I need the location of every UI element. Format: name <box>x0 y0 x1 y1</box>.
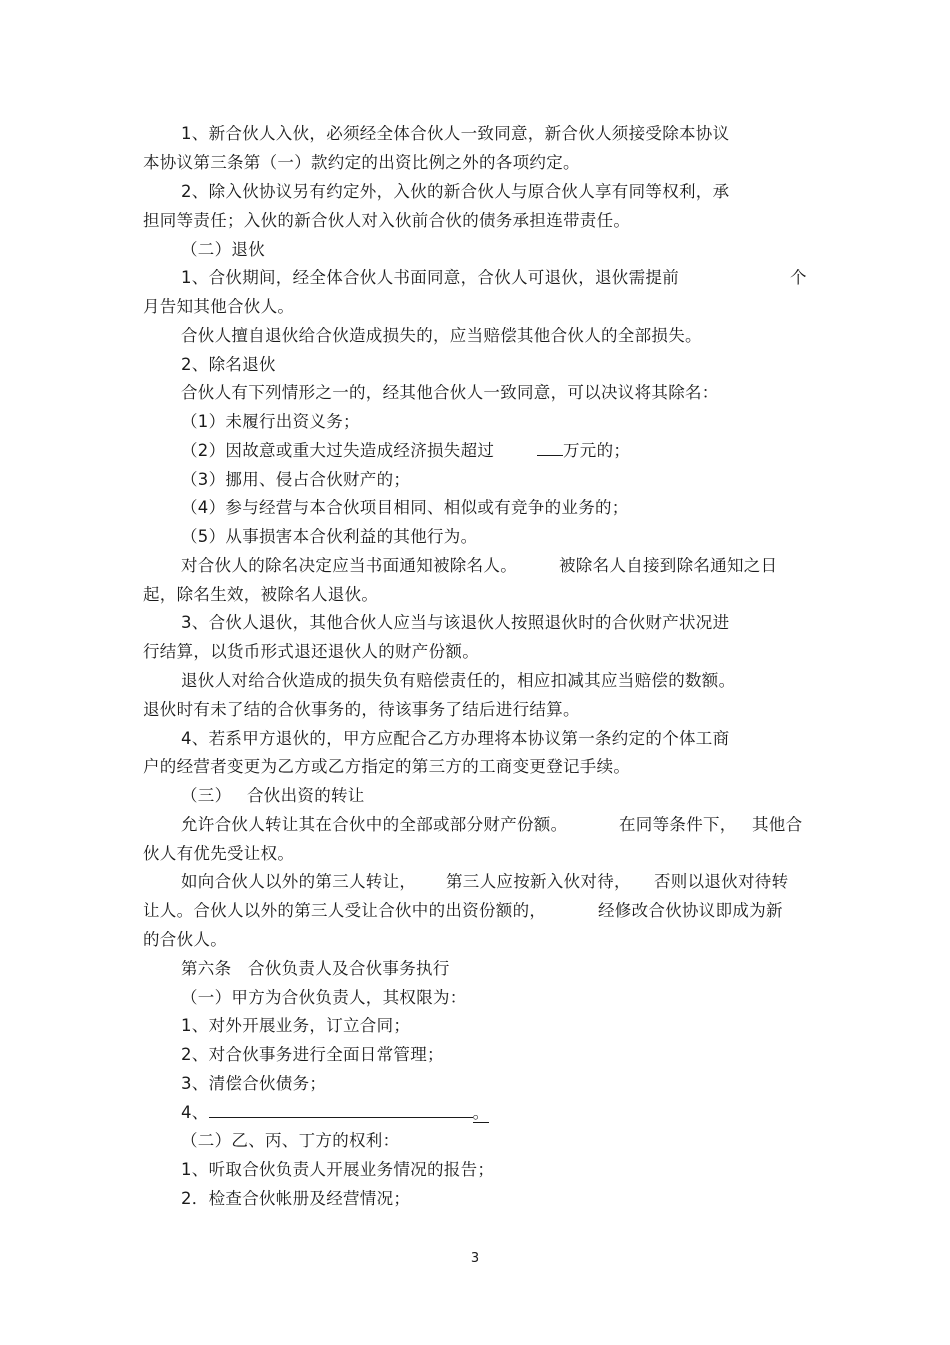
text-line: 经修改合伙协议即成为新 <box>598 901 783 920</box>
list-item: （1）未履行出资义务； <box>181 412 360 431</box>
text-line: 在同等条件下， <box>619 815 737 834</box>
section-heading: 合伙出资的转让 <box>247 786 365 805</box>
text-line: 个 <box>790 268 807 287</box>
text-line: 退伙人对给合伙造成的损失负有赔偿责任的，相应扣减其应当赔偿的数额。 <box>181 671 736 690</box>
list-item-end: 万元的； <box>537 439 630 463</box>
text-line: 2、除入伙协议另有约定外，入伙的新合伙人与原合伙人享有同等权利，承 <box>181 182 730 201</box>
text-line: 对合伙人的除名决定应当书面通知被除名人。 <box>181 556 517 575</box>
text-line: 其他合 <box>752 815 803 834</box>
section-heading: （二）退伙 <box>181 240 265 259</box>
list-item: 1、对外开展业务，订立合同； <box>181 1016 411 1035</box>
list-item: 1、听取合伙负责人开展业务情况的报告； <box>181 1160 495 1179</box>
list-item: 2．检查合伙帐册及经营情况； <box>181 1189 411 1208</box>
text-line: 合伙人擅自退伙给合伙造成损失的，应当赔偿其他合伙人的全部损失。 <box>181 326 702 345</box>
list-item: （2）因故意或重大过失造成经济损失超过 <box>181 441 495 460</box>
text-line: 4、若系甲方退伙的，甲方应配合乙方办理将本协议第一条约定的个体工商 <box>181 729 730 748</box>
blank-field <box>537 439 563 456</box>
text-line: 被除名人自接到除名通知之日 <box>559 556 778 575</box>
blank-field <box>209 1101 473 1118</box>
text-line: 伙人有优先受让权。 <box>143 844 295 863</box>
text-line: 的合伙人。 <box>143 930 227 949</box>
text-line: 行结算，以货币形式退还退伙人的财产份额。 <box>143 642 479 661</box>
text-line: 合伙人有下列情形之一的，经其他合伙人一致同意，可以决议将其除名： <box>181 383 719 402</box>
list-item: （5）从事损害本合伙利益的其他行为。 <box>181 527 478 546</box>
text-line: 退伙时有未了结的合伙事务的，待该事务了结后进行结算。 <box>143 700 580 719</box>
text-line: 2、除名退伙 <box>181 355 276 374</box>
text-line: （一）甲方为合伙负责人，其权限为： <box>181 988 467 1007</box>
list-item: （4）参与经营与本合伙项目相同、相似或有竞争的业务的； <box>181 498 629 517</box>
text-line: 1、合伙期间，经全体合伙人书面同意，合伙人可退伙，退伙需提前 <box>181 268 679 287</box>
list-item: 2、对合伙事务进行全面日常管理； <box>181 1045 444 1064</box>
list-item: 3、清偿合伙债务； <box>181 1074 327 1093</box>
list-item: 4、 。 <box>181 1103 490 1122</box>
text-line: 让人。合伙人以外的第三人受让合伙中的出资份额的， <box>143 901 547 920</box>
section-heading: （三） <box>181 786 232 805</box>
text-line: 担同等责任；入伙的新合伙人对入伙前合伙的债务承担连带责任。 <box>143 211 631 230</box>
page-number: 3 <box>470 1251 480 1266</box>
text-line: 起，除名生效，被除名人退伙。 <box>143 585 379 604</box>
text-line: 本协议第三条第（一）款约定的出资比例之外的各项约定。 <box>143 153 580 172</box>
text-line: 允许合伙人转让其在合伙中的全部或部分财产份额。 <box>181 815 568 834</box>
text-line: 否则以退伙对待转 <box>654 872 789 891</box>
text-line: 月告知其他合伙人。 <box>143 297 295 316</box>
text-line: 第三人应按新入伙对待， <box>446 872 631 891</box>
text-line: 1、新合伙人入伙，必须经全体合伙人一致同意，新合伙人须接受除本协议 <box>181 124 730 143</box>
list-item: （3）挪用、侵占合伙财产的； <box>181 470 411 489</box>
article-heading: 第六条 合伙负责人及合伙事务执行 <box>181 959 450 978</box>
text-line: 3、合伙人退伙，其他合伙人应当与该退伙人按照退伙时的合伙财产状况进 <box>181 613 730 632</box>
text-line: （二）乙、丙、丁方的权利： <box>181 1131 400 1150</box>
text-line: 户的经营者变更为乙方或乙方指定的第三方的工商变更登记手续。 <box>143 757 631 776</box>
text-line: 如向合伙人以外的第三人转让， <box>181 872 417 891</box>
